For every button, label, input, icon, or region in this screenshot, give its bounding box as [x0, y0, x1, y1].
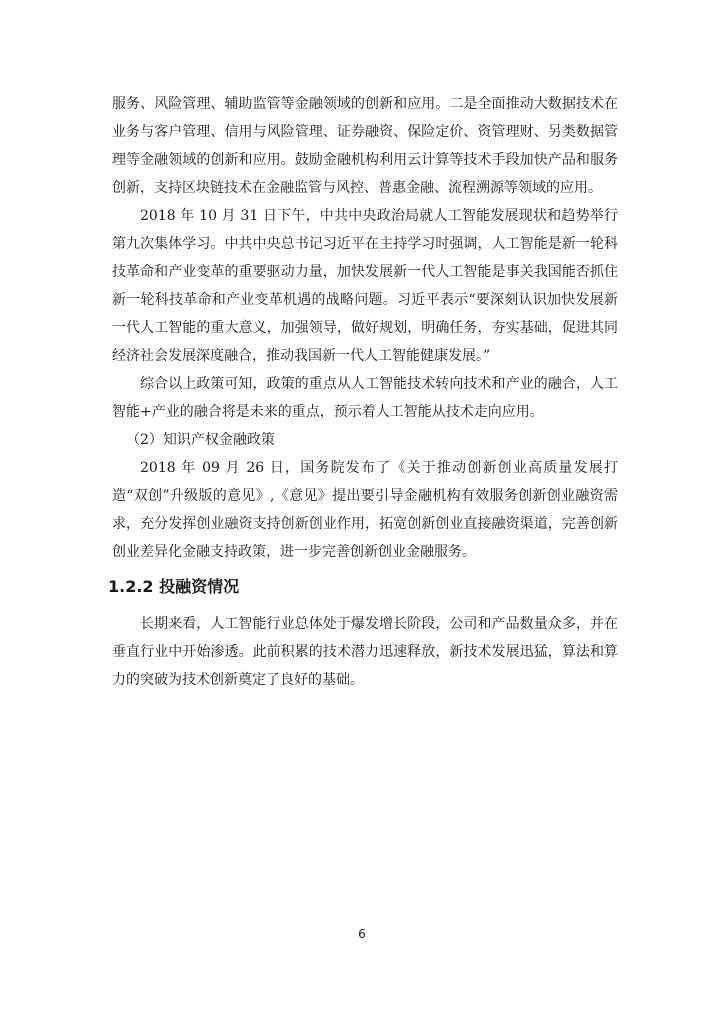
paragraph-politburo-study: 2018 年 10 月 31 日下午，中共中央政治局就人工智能发展现状和趋势举行第九次集体学习。中共中央总书记习近平在主持学习时强调，人工智能是新一轮科技革命和产业变革的重要驱动力量，加快发展新一代人工智能是事关我国能否抓住新一轮科技革命和产业变革机遇的战略问题。习近平表示“要深刻认识加快发展新一代人工智能的重大意义，加强领导，做好规划，明确任务，夯实基础，促进其同经济社会发展深度融合，推动我国新一代人工智能健康发展。”: [112, 208, 618, 364]
paragraph-investment: 长期来看，人工智能行业总体处于爆发增长阶段，公司和产品数量众多，并在垂直行业中开始渗透。此前积累的技术潜力迅速释放，新技术发展迅猛，算法和算力的突破为技术创新奠定了良好的基础。: [112, 616, 618, 688]
paragraph-ip-finance: 2018 年 09 月 26 日，国务院发布了《关于推动创新创业高质量发展打造“双创”升级版的意见》,《意见》提出要引导金融机构有效服务创新创业融资需求，充分发挥创业融资支持创新创业作用，拓宽创新创业直接融资渠道，完善创新创业差异化金融支持政策，进一步完善创新创业金融服务。: [112, 460, 618, 560]
paragraph-policy-summary: 综合以上政策可知，政策的重点从人工智能技术转向技术和产业的融合，人工智能+产业的融合将是未来的重点，预示着人工智能从技术走向应用。: [112, 376, 618, 420]
section-heading: 1.2.2 投融资情况: [108, 577, 240, 596]
subheading-ip-finance-policy: （2）知识产权金融政策: [126, 432, 275, 448]
page-number: 6: [358, 927, 366, 941]
page-content: [108, 90, 618, 694]
paragraph-fintech-continuation: 服务、风险管理、辅助监管等金融领域的创新和应用。二是全面推动大数据技术在业务与客户管理、信用与风险管理、证券融资、保险定价、资管理财、另类数据管理等金融领域的创新和应用。鼓励金融机构利用云计算等技术手段加快产品和服务创新，支持区块链技术在金融监管与风控、普惠金融、流程溯源等领域的应用。: [112, 96, 618, 196]
